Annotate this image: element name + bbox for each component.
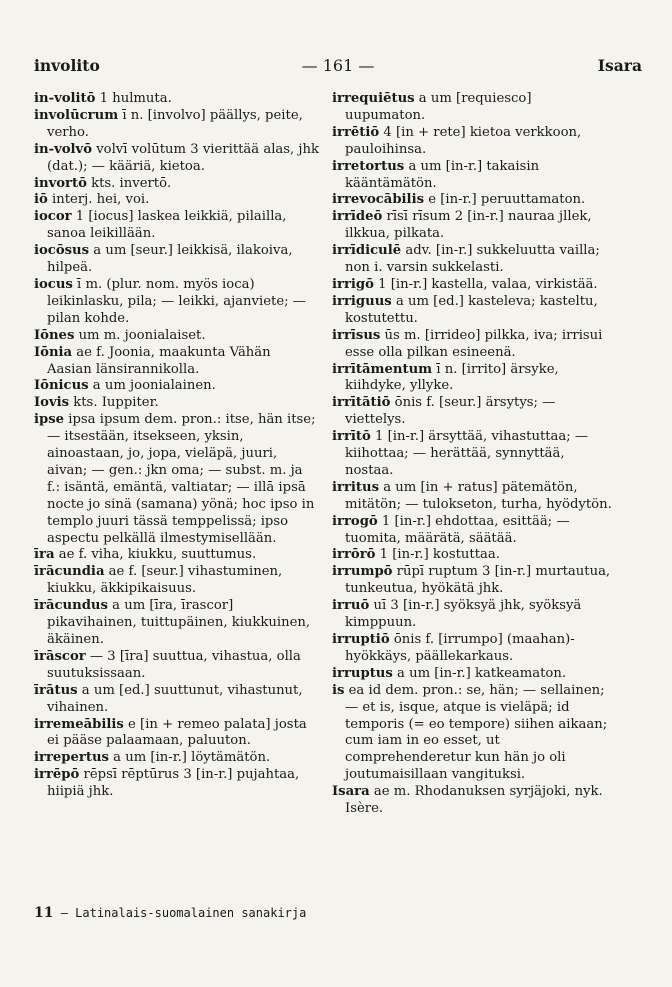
entry-definition: a um [in-r.] takaisin kääntämätön. bbox=[345, 158, 540, 191]
dictionary-entry bbox=[332, 480, 615, 514]
dictionary-entry bbox=[34, 598, 319, 649]
entry-definition: adv. [in-r.] sukkeluutta vailla; non i. varsin sukkelasti. bbox=[345, 243, 600, 276]
signature-number: 11 bbox=[34, 905, 54, 921]
entry-headword: irrītāmentum bbox=[332, 361, 433, 377]
page-header bbox=[34, 56, 642, 80]
entry-headword: involūcrum bbox=[34, 107, 119, 123]
page-number: — 161 — bbox=[301, 56, 375, 75]
entry-headword: īrāscor bbox=[34, 648, 86, 664]
page-footer bbox=[34, 905, 306, 921]
entry-definition: kts. Iuppiter. bbox=[69, 395, 159, 411]
signature-title: – Latinalais-suomalainen sanakirja bbox=[53, 906, 307, 920]
entry-definition: ea id dem. pron.: se, hän; — sellainen; — et is, isque, atque is vieläpä; id temporis (= eo tempore) siihen aikaan; cum iam in eo esset, ut comprehenderetur kun hän jo oli joutumaisillaan vangituksi. bbox=[344, 682, 608, 783]
dictionary-entry bbox=[34, 142, 319, 176]
dictionary-entry bbox=[34, 108, 319, 142]
entry-definition: a um [in-r.] löytämätön. bbox=[108, 750, 271, 766]
dictionary-entry bbox=[332, 209, 615, 243]
entry-definition: — 3 [īra] suuttua, vihastua, olla suutuksissaan. bbox=[47, 648, 301, 681]
dictionary-entry bbox=[34, 649, 319, 683]
entry-headword: in-volvō bbox=[34, 141, 92, 157]
entry-definition: ī n. [irrito] ärsyke, kiihdyke, yllyke. bbox=[345, 361, 559, 394]
left-column bbox=[34, 91, 319, 801]
entry-definition: ōnis f. [irrumpo] (maahan)-hyökkäys, päällekarkaus. bbox=[345, 632, 575, 664]
dictionary-entry bbox=[34, 395, 319, 412]
entry-headword: irrepertus bbox=[34, 750, 109, 766]
entry-definition: rūpī ruptum 3 [in-r.] murtautua, tunkeutua, hyökätä jhk. bbox=[345, 564, 611, 597]
dictionary-entry bbox=[332, 294, 615, 328]
entry-headword: invortō bbox=[34, 175, 87, 191]
dictionary-entry bbox=[332, 395, 615, 429]
entry-definition: 1 [in-r.] ehdottaa, esittää; — tuomita, määrätä, säätää. bbox=[345, 513, 570, 546]
entry-headword: irrevocābilis bbox=[332, 192, 425, 208]
entry-definition: 1 hulmuta. bbox=[95, 91, 172, 106]
entry-definition: a um [īra, īrascor] pikavihainen, tuittupäinen, kiukkuinen, äkäinen. bbox=[47, 598, 311, 647]
entry-definition: a um [ed.] suuttunut, vihastunut, vihainen. bbox=[47, 682, 303, 715]
entry-headword: Iovis bbox=[34, 395, 70, 411]
dictionary-entry bbox=[34, 564, 319, 598]
entry-headword: irruō bbox=[332, 598, 370, 614]
dictionary-entry bbox=[332, 91, 615, 125]
dictionary-entry bbox=[34, 378, 319, 395]
dictionary-entry bbox=[332, 328, 615, 362]
entry-headword: iocus bbox=[34, 276, 73, 292]
entry-definition: ae f. [seur.] vihastuminen, kiukku, äkkipikaisuus. bbox=[47, 564, 283, 597]
entry-headword: Isara bbox=[332, 784, 370, 800]
entry-headword: irruptiō bbox=[332, 632, 390, 647]
entry-headword: irrōrō bbox=[332, 547, 376, 563]
entry-definition: 1 [in-r.] kostuttaa. bbox=[375, 547, 500, 563]
entry-definition: a um [in + ratus] pätemätön, mitätön; — tulokseton, turha, hyödytön. bbox=[345, 479, 612, 512]
entry-headword: Iōnes bbox=[34, 327, 75, 343]
dictionary-entry bbox=[332, 666, 615, 683]
dictionary-entry bbox=[34, 209, 319, 243]
entry-headword: īrācundia bbox=[34, 564, 105, 580]
entry-definition: ipsa ipsum dem. pron.: itse, hän itse; — itsestään, itsekseen, yksin, ainoastaan, jo, jopa, vieläpä, juuri, aivan; — gen.: jkn oma; — subst. m. ja f.: isäntä, emäntä, valtiatar; — illā ipsā nocte jo sinä (samana) yönä; hoc ipso in templo juuri tässä temppelissä; ipso aspectu pelkällä ilmestymisellään. bbox=[47, 412, 316, 546]
entry-headword: irrīdiculē bbox=[332, 243, 402, 259]
entry-headword: irrīsus bbox=[332, 327, 381, 343]
dictionary-entry bbox=[34, 683, 319, 717]
dictionary-entry bbox=[332, 243, 615, 277]
entry-definition: rēpsī rēptūrus 3 [in-r.] pujahtaa, hiipiä jhk. bbox=[47, 767, 300, 800]
dictionary-entry bbox=[34, 547, 319, 564]
dictionary-entry bbox=[34, 243, 319, 277]
entry-headword: īrātus bbox=[34, 682, 78, 698]
entry-headword: irruptus bbox=[332, 665, 393, 681]
dictionary-entry bbox=[332, 159, 615, 193]
entry-definition: a um [in-r.] katkeamaton. bbox=[392, 665, 567, 681]
entry-definition: um m. joonialaiset. bbox=[74, 327, 206, 343]
entry-headword: irrēpō bbox=[34, 767, 80, 783]
entry-definition: 1 [in-r.] kastella, valaa, virkistää. bbox=[373, 276, 598, 292]
entry-definition: a um [requiesco] uupumaton. bbox=[345, 91, 532, 123]
entry-definition: ae m. Rhodanuksen syrjäjoki, nyk. Isère. bbox=[345, 784, 603, 817]
dictionary-entry bbox=[34, 91, 319, 108]
entry-headword: irrētiō bbox=[332, 124, 380, 140]
entry-headword: irrogō bbox=[332, 513, 378, 529]
entry-definition: kts. invertō. bbox=[86, 175, 172, 191]
entry-definition: e [in-r.] peruuttamaton. bbox=[424, 192, 586, 208]
dictionary-entry bbox=[332, 632, 615, 666]
entry-definition: ae f. viha, kiukku, suuttumus. bbox=[54, 547, 257, 563]
entry-headword: īrācundus bbox=[34, 598, 108, 614]
dictionary-entry bbox=[34, 328, 319, 345]
right-column bbox=[332, 91, 615, 818]
dictionary-entry bbox=[34, 345, 319, 379]
dictionary-entry bbox=[332, 192, 615, 209]
entry-definition: ī m. (plur. nom. myös ioca) leikinlasku, pila; — leikki, ajanviete; — pilan kohde. bbox=[47, 276, 306, 326]
entry-definition: e [in + remeo palata] josta ei pääse palaamaan, paluuton. bbox=[47, 716, 307, 749]
header-first-word: involito bbox=[34, 56, 100, 75]
entry-headword: irretortus bbox=[332, 158, 405, 174]
entry-headword: irrequiētus bbox=[332, 91, 415, 106]
entry-definition: uī 3 [in-r.] syöksyä jhk, syöksyä kimppuun. bbox=[345, 598, 582, 631]
entry-headword: irriguus bbox=[332, 293, 392, 309]
entry-definition: rīsī rīsum 2 [in-r.] nauraa jllek, ilkkua, pilkata. bbox=[345, 209, 592, 242]
entry-definition: volvī volūtum 3 vierittää alas, jhk (dat.); — kääriä, kietoa. bbox=[47, 141, 320, 174]
dictionary-entry bbox=[34, 750, 319, 767]
dictionary-entry bbox=[332, 362, 615, 396]
dictionary-entry bbox=[332, 514, 615, 548]
entry-headword: is bbox=[332, 682, 345, 698]
dictionary-entry bbox=[332, 429, 615, 480]
entry-headword: īra bbox=[34, 547, 55, 563]
dictionary-entry bbox=[332, 125, 615, 159]
entry-definition: a um [seur.] leikkisä, ilakoiva, hilpeä. bbox=[47, 243, 293, 276]
entry-headword: iō bbox=[34, 192, 48, 208]
dictionary-entry bbox=[34, 717, 319, 751]
dictionary-entry bbox=[332, 683, 615, 784]
entry-definition: interj. hei, voi. bbox=[47, 192, 150, 208]
entry-headword: irrītō bbox=[332, 429, 371, 445]
entry-definition: ae f. Joonia, maakunta Vähän Aasian länsirannikolla. bbox=[47, 344, 271, 377]
entry-definition: 1 [iocus] laskea leikkiä, pilailla, sanoa leikillään. bbox=[47, 209, 287, 242]
entry-headword: irritus bbox=[332, 479, 380, 495]
entry-headword: irrīdeō bbox=[332, 209, 383, 225]
entry-headword: Iōnicus bbox=[34, 378, 89, 394]
entry-definition: 1 [in-r.] ärsyttää, vihastuttaa; — kiihottaa; — herättää, synnyttää, nostaa. bbox=[345, 429, 589, 478]
entry-definition: ōnis f. [seur.] ärsytys; — viettelys. bbox=[345, 395, 556, 428]
dictionary-entry bbox=[332, 598, 615, 632]
entry-definition: ī n. [involvo] päällys, peite, verho. bbox=[47, 107, 303, 140]
entry-definition: 4 [in + rete] kietoa verkkoon, pauloihinsa. bbox=[345, 124, 582, 157]
dictionary-entry bbox=[332, 277, 615, 294]
entry-headword: irremeābilis bbox=[34, 716, 124, 732]
dictionary-entry bbox=[34, 767, 319, 801]
entry-headword: irrumpō bbox=[332, 564, 393, 580]
entry-definition: a um joonialainen. bbox=[88, 378, 216, 394]
entry-headword: ipse bbox=[34, 412, 65, 428]
entry-definition: ūs m. [irrideo] pilkka, iva; irrisui esse olla pilkan esineenä. bbox=[345, 327, 603, 360]
dictionary-entry bbox=[332, 784, 615, 818]
entry-headword: iocor bbox=[34, 209, 72, 225]
dictionary-entry bbox=[34, 412, 319, 547]
entry-headword: irrigō bbox=[332, 276, 374, 292]
entry-headword: irrītātiō bbox=[332, 395, 391, 411]
entry-headword: in-volitō bbox=[34, 91, 96, 106]
entry-headword: Iōnia bbox=[34, 344, 73, 360]
header-last-word: Isara bbox=[597, 56, 642, 75]
dictionary-entry bbox=[34, 176, 319, 193]
entry-headword: iocōsus bbox=[34, 243, 90, 259]
dictionary-entry bbox=[332, 564, 615, 598]
dictionary-entry bbox=[332, 547, 615, 564]
entry-definition: a um [ed.] kasteleva; kasteltu, kostutettu. bbox=[345, 293, 598, 326]
dictionary-entry bbox=[34, 277, 319, 328]
dictionary-entry bbox=[34, 192, 319, 209]
